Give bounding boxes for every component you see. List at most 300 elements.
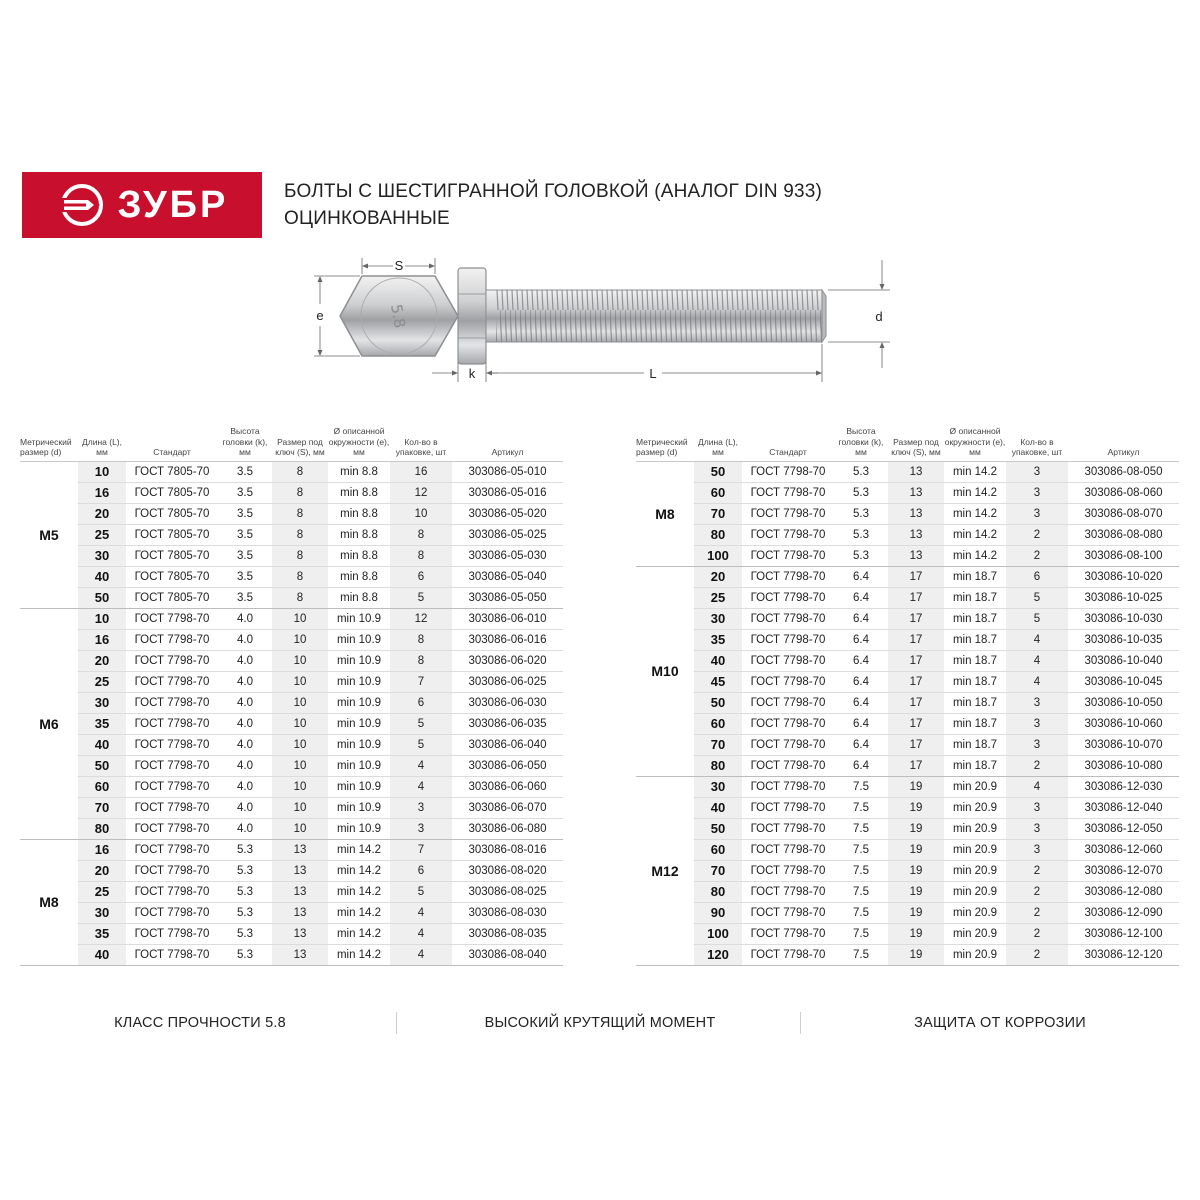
head-height-cell: 7.5: [834, 818, 888, 839]
circle-cell: min 8.8: [328, 566, 390, 587]
quantity-cell: 8: [390, 650, 452, 671]
head-height-cell: 4.0: [218, 755, 272, 776]
key-size-cell: 13: [272, 902, 328, 923]
standard-cell: ГОСТ 7798-70: [742, 629, 834, 650]
header-quantity: Кол-во в упаковке, шт: [390, 426, 452, 461]
length-cell: 40: [78, 734, 126, 755]
head-height-cell: 6.4: [834, 566, 888, 587]
standard-cell: ГОСТ 7798-70: [126, 860, 218, 881]
article-cell: 303086-12-030: [1068, 776, 1179, 797]
key-size-cell: 19: [888, 902, 944, 923]
circle-cell: min 10.9: [328, 734, 390, 755]
spec-table-right: [636, 426, 1179, 966]
key-size-cell: 13: [272, 944, 328, 965]
header-length: Длина (L), мм: [78, 426, 126, 461]
standard-cell: ГОСТ 7798-70: [742, 608, 834, 629]
circle-cell: min 14.2: [328, 881, 390, 902]
head-height-cell: 6.4: [834, 713, 888, 734]
quantity-cell: 3: [1006, 734, 1068, 755]
dimension-d-label: d: [875, 309, 883, 324]
table-row: [20, 944, 563, 965]
quantity-cell: 5: [390, 881, 452, 902]
article-cell: 303086-05-010: [452, 461, 563, 482]
head-height-cell: 7.5: [834, 776, 888, 797]
circle-cell: min 10.9: [328, 755, 390, 776]
length-cell: 70: [78, 797, 126, 818]
circle-cell: min 18.7: [944, 671, 1006, 692]
circle-cell: min 14.2: [328, 902, 390, 923]
table-row: [20, 923, 563, 944]
header-circle: Ø описанной окружности (e), мм: [328, 426, 390, 461]
article-cell: 303086-08-070: [1068, 503, 1179, 524]
feature-strength-class: КЛАСС ПРОЧНОСТИ 5.8: [114, 1015, 286, 1031]
article-cell: 303086-06-035: [452, 713, 563, 734]
circle-cell: min 14.2: [944, 545, 1006, 566]
head-height-cell: 3.5: [218, 503, 272, 524]
head-height-cell: 7.5: [834, 860, 888, 881]
head-height-cell: 3.5: [218, 482, 272, 503]
standard-cell: ГОСТ 7798-70: [126, 902, 218, 923]
circle-cell: min 8.8: [328, 545, 390, 566]
length-cell: 80: [78, 818, 126, 839]
key-size-cell: 10: [272, 818, 328, 839]
length-cell: 40: [694, 797, 742, 818]
quantity-cell: 4: [390, 776, 452, 797]
length-cell: 35: [78, 713, 126, 734]
length-cell: 20: [78, 650, 126, 671]
length-cell: 60: [694, 713, 742, 734]
quantity-cell: 2: [1006, 524, 1068, 545]
table-row: [636, 902, 1179, 923]
article-cell: 303086-06-040: [452, 734, 563, 755]
quantity-cell: 4: [1006, 671, 1068, 692]
standard-cell: ГОСТ 7798-70: [742, 482, 834, 503]
head-height-cell: 5.3: [218, 923, 272, 944]
length-cell: 40: [78, 566, 126, 587]
brand-name: ЗУБР: [117, 183, 229, 226]
article-cell: 303086-10-020: [1068, 566, 1179, 587]
circle-cell: min 8.8: [328, 503, 390, 524]
table-row: [636, 755, 1179, 776]
title-line-2: ОЦИНКОВАННЫЕ: [284, 208, 450, 229]
key-size-cell: 10: [272, 713, 328, 734]
quantity-cell: 2: [1006, 755, 1068, 776]
standard-cell: ГОСТ 7798-70: [742, 503, 834, 524]
article-cell: 303086-10-045: [1068, 671, 1179, 692]
key-size-cell: 8: [272, 503, 328, 524]
table-row: [636, 503, 1179, 524]
article-cell: 303086-05-040: [452, 566, 563, 587]
table-row: [636, 482, 1179, 503]
quantity-cell: 2: [1006, 881, 1068, 902]
key-size-cell: 10: [272, 734, 328, 755]
size-group-cell: M6: [20, 608, 78, 839]
quantity-cell: 2: [1006, 545, 1068, 566]
head-height-cell: 6.4: [834, 587, 888, 608]
header-head-height: Высота головки (k), мм: [834, 426, 888, 461]
table-row: [636, 881, 1179, 902]
length-cell: 70: [694, 734, 742, 755]
header-standard: Стандарт: [742, 426, 834, 461]
circle-cell: min 10.9: [328, 692, 390, 713]
article-cell: 303086-12-070: [1068, 860, 1179, 881]
length-cell: 60: [694, 839, 742, 860]
key-size-cell: 19: [888, 860, 944, 881]
table-row: [636, 524, 1179, 545]
circle-cell: min 18.7: [944, 587, 1006, 608]
circle-cell: min 18.7: [944, 566, 1006, 587]
footer-divider: [396, 1012, 397, 1034]
article-cell: 303086-08-016: [452, 839, 563, 860]
quantity-cell: 3: [1006, 818, 1068, 839]
table-row: [20, 797, 563, 818]
quantity-cell: 6: [390, 566, 452, 587]
circle-cell: min 10.9: [328, 713, 390, 734]
length-cell: 100: [694, 923, 742, 944]
quantity-cell: 2: [1006, 944, 1068, 965]
head-height-cell: 4.0: [218, 734, 272, 755]
quantity-cell: 3: [390, 818, 452, 839]
circle-cell: min 10.9: [328, 818, 390, 839]
header-length: Длина (L), мм: [694, 426, 742, 461]
circle-cell: min 14.2: [944, 461, 1006, 482]
article-cell: 303086-06-070: [452, 797, 563, 818]
key-size-cell: 17: [888, 734, 944, 755]
article-cell: 303086-08-080: [1068, 524, 1179, 545]
article-cell: 303086-08-060: [1068, 482, 1179, 503]
article-cell: 303086-06-080: [452, 818, 563, 839]
table-row: [636, 734, 1179, 755]
table-body: [636, 461, 1179, 965]
key-size-cell: 13: [272, 881, 328, 902]
standard-cell: ГОСТ 7798-70: [126, 734, 218, 755]
brand-logo: [22, 172, 262, 238]
head-height-cell: 5.3: [834, 524, 888, 545]
table-row: [636, 545, 1179, 566]
article-cell: 303086-10-050: [1068, 692, 1179, 713]
key-size-cell: 19: [888, 923, 944, 944]
header-circle: Ø описанной окружности (e), мм: [944, 426, 1006, 461]
table-row: [20, 881, 563, 902]
quantity-cell: 4: [390, 923, 452, 944]
standard-cell: ГОСТ 7805-70: [126, 482, 218, 503]
table-header-row: [636, 426, 1179, 461]
article-cell: 303086-12-060: [1068, 839, 1179, 860]
standard-cell: ГОСТ 7798-70: [742, 671, 834, 692]
circle-cell: min 14.2: [944, 482, 1006, 503]
standard-cell: ГОСТ 7798-70: [742, 524, 834, 545]
circle-cell: min 18.7: [944, 629, 1006, 650]
quantity-cell: 7: [390, 839, 452, 860]
table-row: [20, 776, 563, 797]
key-size-cell: 10: [272, 776, 328, 797]
article-cell: 303086-05-020: [452, 503, 563, 524]
standard-cell: ГОСТ 7805-70: [126, 461, 218, 482]
table-body: [20, 461, 563, 965]
quantity-cell: 5: [390, 713, 452, 734]
header-head-height: Высота головки (k), мм: [218, 426, 272, 461]
key-size-cell: 13: [888, 461, 944, 482]
table-row: [20, 755, 563, 776]
size-group-cell: M12: [636, 776, 694, 965]
standard-cell: ГОСТ 7798-70: [742, 881, 834, 902]
article-cell: 303086-12-120: [1068, 944, 1179, 965]
key-size-cell: 8: [272, 566, 328, 587]
article-cell: 303086-12-080: [1068, 881, 1179, 902]
quantity-cell: 4: [1006, 776, 1068, 797]
header-size: Метрический размер (d): [636, 426, 694, 461]
head-height-cell: 6.4: [834, 755, 888, 776]
circle-cell: min 18.7: [944, 608, 1006, 629]
key-size-cell: 17: [888, 587, 944, 608]
key-size-cell: 10: [272, 755, 328, 776]
circle-cell: min 14.2: [328, 944, 390, 965]
standard-cell: ГОСТ 7805-70: [126, 587, 218, 608]
length-cell: 90: [694, 902, 742, 923]
length-cell: 20: [78, 503, 126, 524]
circle-cell: min 10.9: [328, 671, 390, 692]
key-size-cell: 10: [272, 608, 328, 629]
table-row: [636, 797, 1179, 818]
standard-cell: ГОСТ 7798-70: [126, 944, 218, 965]
head-height-cell: 4.0: [218, 671, 272, 692]
header-key-size: Размер под ключ (S), мм: [272, 426, 328, 461]
table-row: [20, 734, 563, 755]
circle-cell: min 18.7: [944, 692, 1006, 713]
circle-cell: min 14.2: [328, 839, 390, 860]
length-cell: 16: [78, 629, 126, 650]
length-cell: 30: [78, 902, 126, 923]
table-row: [636, 629, 1179, 650]
standard-cell: ГОСТ 7798-70: [742, 713, 834, 734]
page-title: [284, 178, 822, 232]
table-row: [636, 461, 1179, 482]
article-cell: 303086-10-025: [1068, 587, 1179, 608]
standard-cell: ГОСТ 7798-70: [742, 755, 834, 776]
standard-cell: ГОСТ 7798-70: [742, 860, 834, 881]
head-height-cell: 3.5: [218, 545, 272, 566]
table-row: [20, 524, 563, 545]
head-height-cell: 4.0: [218, 650, 272, 671]
article-cell: 303086-06-020: [452, 650, 563, 671]
length-cell: 25: [694, 587, 742, 608]
standard-cell: ГОСТ 7805-70: [126, 545, 218, 566]
article-cell: 303086-06-030: [452, 692, 563, 713]
standard-cell: ГОСТ 7798-70: [126, 692, 218, 713]
length-cell: 70: [694, 860, 742, 881]
length-cell: 120: [694, 944, 742, 965]
circle-cell: min 8.8: [328, 587, 390, 608]
circle-cell: min 20.9: [944, 776, 1006, 797]
quantity-cell: 3: [1006, 713, 1068, 734]
length-cell: 40: [694, 650, 742, 671]
circle-cell: min 10.9: [328, 650, 390, 671]
key-size-cell: 17: [888, 566, 944, 587]
circle-cell: min 14.2: [328, 860, 390, 881]
quantity-cell: 6: [1006, 566, 1068, 587]
head-height-cell: 4.0: [218, 608, 272, 629]
circle-cell: min 10.9: [328, 797, 390, 818]
key-size-cell: 8: [272, 461, 328, 482]
standard-cell: ГОСТ 7805-70: [126, 524, 218, 545]
header-quantity: Кол-во в упаковке, шт: [1006, 426, 1068, 461]
table-header-row: [20, 426, 563, 461]
table-row: [636, 692, 1179, 713]
table-row: [20, 608, 563, 629]
length-cell: 25: [78, 524, 126, 545]
article-cell: 303086-08-025: [452, 881, 563, 902]
standard-cell: ГОСТ 7798-70: [126, 881, 218, 902]
length-cell: 30: [694, 608, 742, 629]
key-size-cell: 19: [888, 818, 944, 839]
circle-cell: min 10.9: [328, 629, 390, 650]
circle-cell: min 14.2: [328, 923, 390, 944]
head-height-cell: 4.0: [218, 776, 272, 797]
key-size-cell: 8: [272, 482, 328, 503]
quantity-cell: 8: [390, 524, 452, 545]
standard-cell: ГОСТ 7798-70: [126, 629, 218, 650]
article-cell: 303086-12-040: [1068, 797, 1179, 818]
head-height-cell: 5.3: [218, 860, 272, 881]
circle-cell: min 8.8: [328, 461, 390, 482]
article-cell: 303086-05-025: [452, 524, 563, 545]
table-row: [20, 629, 563, 650]
article-cell: 303086-05-016: [452, 482, 563, 503]
standard-cell: ГОСТ 7798-70: [126, 797, 218, 818]
table-row: [20, 566, 563, 587]
dimension-s-label: S: [394, 258, 404, 273]
head-height-cell: 5.3: [834, 482, 888, 503]
article-cell: 303086-08-030: [452, 902, 563, 923]
circle-cell: min 20.9: [944, 818, 1006, 839]
article-cell: 303086-06-016: [452, 629, 563, 650]
table-row: [636, 860, 1179, 881]
quantity-cell: 4: [1006, 650, 1068, 671]
quantity-cell: 6: [390, 692, 452, 713]
standard-cell: ГОСТ 7798-70: [742, 902, 834, 923]
feature-corrosion-protection: ЗАЩИТА ОТ КОРРОЗИИ: [914, 1015, 1086, 1031]
length-cell: 25: [78, 671, 126, 692]
key-size-cell: 17: [888, 629, 944, 650]
key-size-cell: 8: [272, 524, 328, 545]
key-size-cell: 10: [272, 671, 328, 692]
standard-cell: ГОСТ 7798-70: [126, 608, 218, 629]
table-row: [20, 650, 563, 671]
key-size-cell: 19: [888, 797, 944, 818]
quantity-cell: 3: [1006, 692, 1068, 713]
length-cell: 35: [694, 629, 742, 650]
length-cell: 50: [694, 818, 742, 839]
bolt-side-view: [458, 268, 826, 364]
key-size-cell: 8: [272, 587, 328, 608]
head-height-cell: 6.4: [834, 734, 888, 755]
key-size-cell: 13: [888, 482, 944, 503]
header-article: Артикул: [452, 426, 563, 461]
logo-emblem-icon: [56, 182, 108, 228]
bolt-drawing: [300, 250, 900, 390]
table-row: [20, 713, 563, 734]
key-size-cell: 19: [888, 881, 944, 902]
quantity-cell: 4: [390, 755, 452, 776]
header-key-size: Размер под ключ (S), мм: [888, 426, 944, 461]
standard-cell: ГОСТ 7798-70: [126, 923, 218, 944]
feature-footer: [0, 1008, 1200, 1038]
title-line-1: БОЛТЫ С ШЕСТИГРАННОЙ ГОЛОВКОЙ (АНАЛОГ DIN 933): [284, 181, 823, 202]
key-size-cell: 19: [888, 776, 944, 797]
length-cell: 80: [694, 881, 742, 902]
table-row: [20, 860, 563, 881]
article-cell: 303086-12-050: [1068, 818, 1179, 839]
key-size-cell: 10: [272, 797, 328, 818]
key-size-cell: 13: [888, 503, 944, 524]
standard-cell: ГОСТ 7798-70: [126, 818, 218, 839]
circle-cell: min 10.9: [328, 776, 390, 797]
standard-cell: ГОСТ 7798-70: [126, 776, 218, 797]
head-height-cell: 7.5: [834, 923, 888, 944]
spec-table-left: [20, 426, 563, 966]
quantity-cell: 2: [1006, 902, 1068, 923]
quantity-cell: 6: [390, 860, 452, 881]
length-cell: 30: [78, 692, 126, 713]
key-size-cell: 17: [888, 650, 944, 671]
circle-cell: min 18.7: [944, 650, 1006, 671]
article-cell: 303086-10-060: [1068, 713, 1179, 734]
article-cell: 303086-08-050: [1068, 461, 1179, 482]
head-height-cell: 7.5: [834, 797, 888, 818]
quantity-cell: 16: [390, 461, 452, 482]
head-height-cell: 5.3: [834, 461, 888, 482]
article-cell: 303086-05-050: [452, 587, 563, 608]
quantity-cell: 7: [390, 671, 452, 692]
quantity-cell: 5: [390, 734, 452, 755]
circle-cell: min 20.9: [944, 839, 1006, 860]
standard-cell: ГОСТ 7798-70: [742, 734, 834, 755]
length-cell: 10: [78, 461, 126, 482]
circle-cell: min 8.8: [328, 524, 390, 545]
standard-cell: ГОСТ 7798-70: [126, 839, 218, 860]
length-cell: 20: [694, 566, 742, 587]
quantity-cell: 3: [390, 797, 452, 818]
article-cell: 303086-12-090: [1068, 902, 1179, 923]
circle-cell: min 10.9: [328, 608, 390, 629]
header-standard: Стандарт: [126, 426, 218, 461]
circle-cell: min 20.9: [944, 881, 1006, 902]
quantity-cell: 10: [390, 503, 452, 524]
hex-head-view: [340, 276, 458, 356]
key-size-cell: 13: [272, 860, 328, 881]
table-row: [636, 650, 1179, 671]
article-cell: 303086-06-050: [452, 755, 563, 776]
length-cell: 20: [78, 860, 126, 881]
quantity-cell: 3: [1006, 503, 1068, 524]
length-cell: 30: [694, 776, 742, 797]
article-cell: 303086-10-030: [1068, 608, 1179, 629]
key-size-cell: 17: [888, 755, 944, 776]
standard-cell: ГОСТ 7798-70: [742, 566, 834, 587]
head-height-cell: 5.3: [834, 503, 888, 524]
circle-cell: min 20.9: [944, 902, 1006, 923]
length-cell: 40: [78, 944, 126, 965]
table-row: [20, 692, 563, 713]
key-size-cell: 10: [272, 629, 328, 650]
standard-cell: ГОСТ 7798-70: [126, 650, 218, 671]
standard-cell: ГОСТ 7798-70: [126, 713, 218, 734]
key-size-cell: 13: [888, 545, 944, 566]
circle-cell: min 20.9: [944, 944, 1006, 965]
table-row: [20, 671, 563, 692]
quantity-cell: 4: [390, 902, 452, 923]
quantity-cell: 3: [1006, 797, 1068, 818]
